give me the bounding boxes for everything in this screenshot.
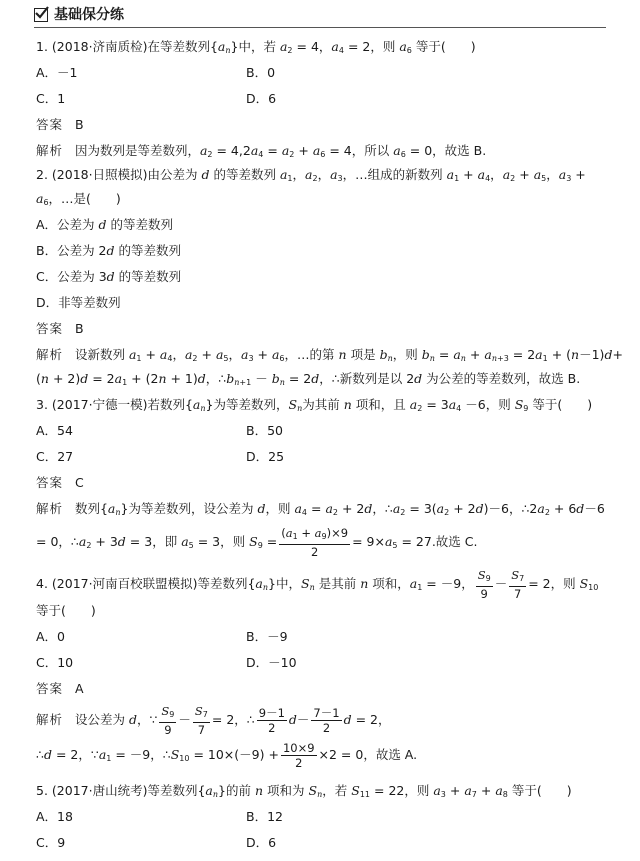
section-header: [34, 6, 124, 24]
q1-option-a: A．－1: [36, 65, 78, 80]
q4-frac-s7: $\frac{S_7}{7}$: [511, 568, 525, 601]
q2-option-c: C．公差为 3d 的等差数列: [36, 269, 182, 284]
section-title: 基础保分练: [54, 7, 124, 23]
header-divider: [34, 27, 606, 28]
q4-option-c: C．10: [36, 655, 74, 670]
q4-an-frac-s7: $\frac{S_7}{7}$: [194, 704, 208, 737]
q3-option-d: D．25: [246, 449, 285, 464]
q4-analysis: 解析 设公差为 d，∵ $\frac{S_9}{9}$ － $\frac{S_7}{7}$ = 2，∴ $\frac{9-1}{2}$ d－ $\frac{7-1}{2}$ d = 2，: [36, 704, 391, 737]
q4-an-frac-3: $\frac{10\times 9}{2}$: [282, 741, 315, 770]
q1-option-b: B．0: [246, 65, 276, 80]
q4-option-d: D．－10: [246, 655, 297, 670]
q2-option-a: A．公差为 d 的等差数列: [36, 217, 174, 232]
q4-option-a: A．0: [36, 629, 66, 644]
q2-answer: 答案 B: [36, 321, 84, 336]
q2-stem-cont: $a_6$，…是( ): [36, 191, 121, 207]
q4-answer: 答案 A: [36, 681, 84, 696]
q3-answer: 答案 C: [36, 475, 84, 490]
q3-option-a: A．54: [36, 423, 73, 438]
q4-an-frac-1: $\frac{9-1}{2}$: [258, 706, 285, 735]
q5-stem: 5. (2017·唐山统考)等差数列$\{a_n\}$的前 n 项和为 $S_n$，若 $S_{11} = 22$，则 $a_3 + a_7 + a_8$ 等于( ): [36, 783, 572, 799]
q4-an-frac-2: $\frac{7-1}{2}$: [313, 706, 340, 735]
q1-answer: 答案 B: [36, 117, 84, 132]
q2-option-d: D．非等差数列: [36, 295, 121, 310]
q3-fraction: $\frac{(a_1 + a_9)\times 9}{2}$: [281, 526, 349, 559]
q3-analysis-cont: = 0，$\therefore a_2 + 3d = 3$，即 $a_5 = 3$，则 $S_9$ = $\frac{(a_1 + a_9)\times 9}{2}$ = $9\times a_5 = 27$.故选 C.: [36, 526, 478, 559]
q1-stem: 1. (2018·济南质检)在等差数列$\{a_n\}$中，若 $a_2 = 4$，$a_4 = 2$，则 $a_6$ 等于( ): [36, 39, 476, 55]
checkbox-icon: [34, 8, 48, 22]
q2-option-b: B．公差为 2d 的等差数列: [36, 243, 182, 258]
q5-option-a: A．18: [36, 809, 73, 824]
q4-analysis-cont: ∴d = 2，$\because a_1 = -9$，$\therefore S_{10} = 10\times(-9)$ + $\frac{10\times 9}{2}$ ×2 = 0，故选 A.: [36, 741, 418, 770]
q5-option-d: D．6: [246, 835, 277, 850]
q5-option-c: C．9: [36, 835, 66, 850]
q5-option-b: B．12: [246, 809, 283, 824]
q3-stem: 3. (2017·宁德一模)若数列$\{a_n\}$为等差数列，$S_n$为其前 n 项和，且 $a_2 = 3a_4 -6$，则 $S_9$ 等于( ): [36, 397, 593, 413]
q3-option-b: B．50: [246, 423, 283, 438]
q2-analysis-cont: $(n + 2)d = 2a_1 + (2n + 1)d$，$\therefore b_{n+1} - b_n = 2d$，∴新数列是以 2d 为公差的等差数列，故选 B.: [36, 371, 581, 387]
q4-frac-s9: $\frac{S_9}{9}$: [477, 568, 491, 601]
q3-analysis: 解析 数列$\{a_n\}$为等差数列，设公差为 d，则 $a_4 = a_2 + 2d$，$\therefore a_2 = 3(a_2 + 2d)-6$，$\therefore 2a_2 + 6d-6$: [36, 501, 605, 517]
q4-option-b: B．－9: [246, 629, 288, 644]
q1-option-d: D．6: [246, 91, 277, 106]
q4-an-frac-s9: $\frac{S_9}{9}$: [161, 704, 175, 737]
q2-analysis: 解析 设新数列 $a_1 + a_4$，$a_2 + a_5$，$a_3 + a_6$，…的第 n 项是 $b_n$，则 $b_n = a_n + a_{n+3} = 2a_1 + (n-1)d+$: [36, 347, 623, 363]
q4-stem: 4. (2017·河南百校联盟模拟)等差数列$\{a_n\}$中，$S_n$ 是其前 n 项和，$a_1 = -9$， $\frac{S_9}{9}$ － $\frac{S_7}{7}$ = 2，则 $S_{10}$: [36, 568, 599, 601]
q2-stem: 2. (2018·日照模拟)由公差为 d 的等差数列 $a_1$，$a_2$，$a_3$，…组成的新数列 $a_1 + a_4$，$a_2 + a_5$，$a_3$ +: [36, 167, 586, 183]
q1-option-c: C．1: [36, 91, 66, 106]
q4-stem-cont: 等于( ): [36, 603, 96, 618]
q3-option-c: C．27: [36, 449, 74, 464]
q1-analysis: 解析 因为数列是等差数列，$a_2 = 4,2a_4 = a_2 + a_6 = 4$，所以 $a_6 = 0$，故选 B.: [36, 143, 487, 159]
